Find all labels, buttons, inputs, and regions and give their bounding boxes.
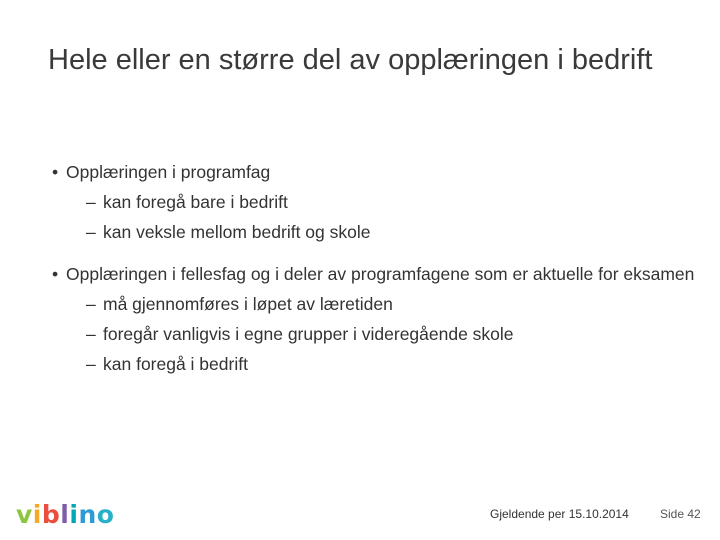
sub-item	[48, 289, 698, 319]
bullet-marker: •	[52, 162, 59, 182]
sub-marker: –	[86, 324, 96, 344]
sub-item-text: må gjennomføres i løpet av læretiden	[103, 294, 393, 314]
sub-item-text: kan foregå i bedrift	[103, 354, 248, 374]
sub-list	[48, 289, 698, 379]
sub-item-text: kan veksle mellom bedrift og skole	[103, 222, 371, 242]
page-number: Side 42	[660, 507, 701, 521]
sub-marker: –	[86, 192, 96, 212]
vilbino-logo	[16, 498, 114, 532]
sub-item	[48, 187, 698, 217]
sub-list	[48, 187, 698, 247]
logo-letter: l	[60, 500, 70, 529]
sub-marker: –	[86, 222, 96, 242]
sub-item	[48, 349, 698, 379]
footer-date: Gjeldende per 15.10.2014	[490, 507, 629, 521]
logo-letter: v	[16, 500, 33, 529]
slide-title: Hele eller en større del av opplæringen i bedrift	[48, 44, 653, 76]
sub-item	[48, 217, 698, 247]
bullet-marker: •	[52, 264, 59, 284]
spacer	[48, 247, 698, 259]
bullet-item	[48, 259, 698, 289]
sub-item	[48, 319, 698, 349]
logo-letter: b	[41, 500, 61, 529]
logo-letter: n	[78, 500, 97, 529]
sub-item-text: kan foregå bare i bedrift	[103, 192, 288, 212]
sub-marker: –	[86, 294, 96, 314]
bullet-text: Opplæringen i fellesfag og i deler av programfagene som er aktuelle for eksamen	[66, 264, 695, 284]
logo-letter: i	[69, 500, 79, 529]
bullet-item	[48, 157, 698, 187]
logo-letter: i	[32, 500, 42, 529]
sub-item-text: foregår vanligvis i egne grupper i videregående skole	[103, 324, 514, 344]
sub-marker: –	[86, 354, 96, 374]
bullet-text: Opplæringen i programfag	[66, 162, 271, 182]
slide-content	[48, 157, 698, 379]
logo-letter: o	[96, 500, 115, 529]
